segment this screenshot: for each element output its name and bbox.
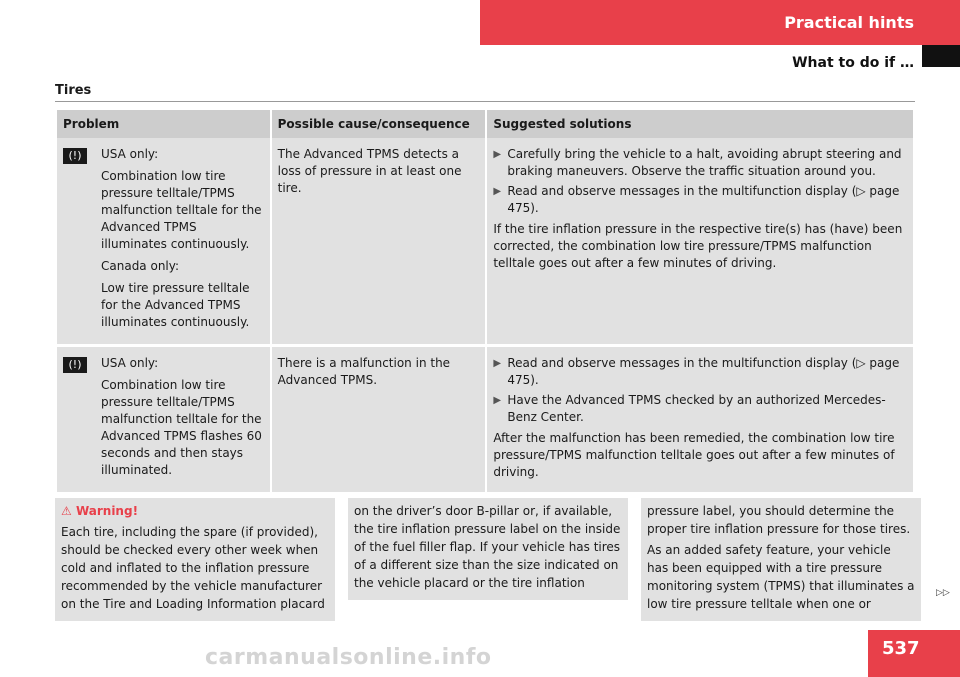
cause-text: There is a malfunction in the Advanced TPMS. <box>277 356 451 387</box>
problem-text: Low tire pressure telltale for the Advanced TPMS illuminates continuously. <box>101 281 250 329</box>
tire-pressure-telltale-icon: (!) <box>63 357 87 373</box>
cause-cell <box>272 344 486 492</box>
solutions-cell <box>487 138 913 344</box>
arrow-right-icon: ▶ <box>493 358 502 369</box>
problem-text: Combination low tire pressure telltale/TPMS malfunction telltale for the Advanced TPMS flashes 60 seconds and then stays illuminated. <box>101 378 262 477</box>
title-divider <box>55 101 915 102</box>
section-heading: Practical hints <box>784 13 914 32</box>
problem-cell <box>57 344 270 492</box>
watermark: carmanualsonline.info <box>205 645 492 670</box>
warning-heading <box>61 502 329 520</box>
warning-title: Warning! <box>75 504 139 518</box>
troubleshooting-table <box>55 110 915 492</box>
problem-text: USA only: <box>101 147 159 161</box>
warning-text: As an added safety feature, your vehicle has been equipped with a tire pressure monitoring system (TPMS) that illuminates a low tire pressure telltale when one or <box>647 543 915 611</box>
solution-text: Read and observe messages in the multifunction display (▷ page 475). <box>507 356 900 387</box>
solution-text: Carefully bring the vehicle to a halt, avoiding abrupt steering and braking maneuvers. Observe the traffic situation around you. <box>507 147 902 178</box>
warning-text: Each tire, including the spare (if provided), should be checked every other week when cold and inflated to the inflation pressure recommended by the vehicle manufacturer on the Tire and Loading Information placard <box>61 525 325 611</box>
subsection-heading: What to do if … <box>792 55 914 71</box>
arrow-right-icon: ▶ <box>493 395 502 406</box>
warning-box-column-3 <box>641 498 921 621</box>
problem-text: Canada only: <box>101 259 180 273</box>
solution-text: Have the Advanced TPMS checked by an authorized Mercedes-Benz Center. <box>507 393 886 424</box>
warning-box-column-1 <box>55 498 335 621</box>
header-tab-marker <box>922 45 960 67</box>
warning-text: on the driver’s door B-pillar or, if available, the tire inflation pressure label on the inside of the fuel filler flap. If your vehicle has tires of a different size than the size indicated on the vehicle placard or the tire inflation <box>354 504 621 590</box>
warning-box-column-2 <box>348 498 628 600</box>
tire-pressure-telltale-icon: (!) <box>63 148 87 164</box>
cause-cell <box>272 138 486 344</box>
page-title: Tires <box>55 83 92 98</box>
solution-text: Read and observe messages in the multifunction display (▷ page 475). <box>507 184 900 215</box>
continue-arrows-icon: ▷▷ <box>936 588 950 598</box>
solution-note: If the tire inflation pressure in the respective tire(s) has (have) been corrected, the combination low tire pressure/TPMS malfunction telltale goes out after a few minutes of driving. <box>493 222 903 270</box>
column-header-cause: Possible cause/consequence <box>272 110 486 138</box>
solution-item <box>493 183 907 217</box>
column-header-solutions: Suggested solutions <box>487 110 913 138</box>
solution-item <box>493 392 907 426</box>
solution-note: After the malfunction has been remedied, the combination low tire pressure/TPMS malfunction telltale goes out after a few minutes of driving. <box>493 431 895 479</box>
solutions-cell <box>487 344 913 492</box>
table-row <box>57 344 913 492</box>
page-number: 537 <box>868 630 960 677</box>
warning-text: pressure label, you should determine the proper tire inflation pressure for those tires. <box>647 504 911 536</box>
problem-cell <box>57 138 270 344</box>
solution-item <box>493 146 907 180</box>
cause-text: The Advanced TPMS detects a loss of pressure in at least one tire. <box>277 147 462 195</box>
arrow-right-icon: ▶ <box>493 186 502 197</box>
problem-text: USA only: <box>101 356 159 370</box>
arrow-right-icon: ▶ <box>493 149 502 160</box>
problem-text: Combination low tire pressure telltale/TPMS malfunction telltale for the Advanced TPMS illuminates continuously. <box>101 169 262 251</box>
column-header-problem: Problem <box>57 110 270 138</box>
warning-triangle-icon: ⚠ <box>61 504 72 518</box>
table-row <box>57 138 913 344</box>
solution-item <box>493 355 907 389</box>
table-header-row <box>57 110 913 138</box>
